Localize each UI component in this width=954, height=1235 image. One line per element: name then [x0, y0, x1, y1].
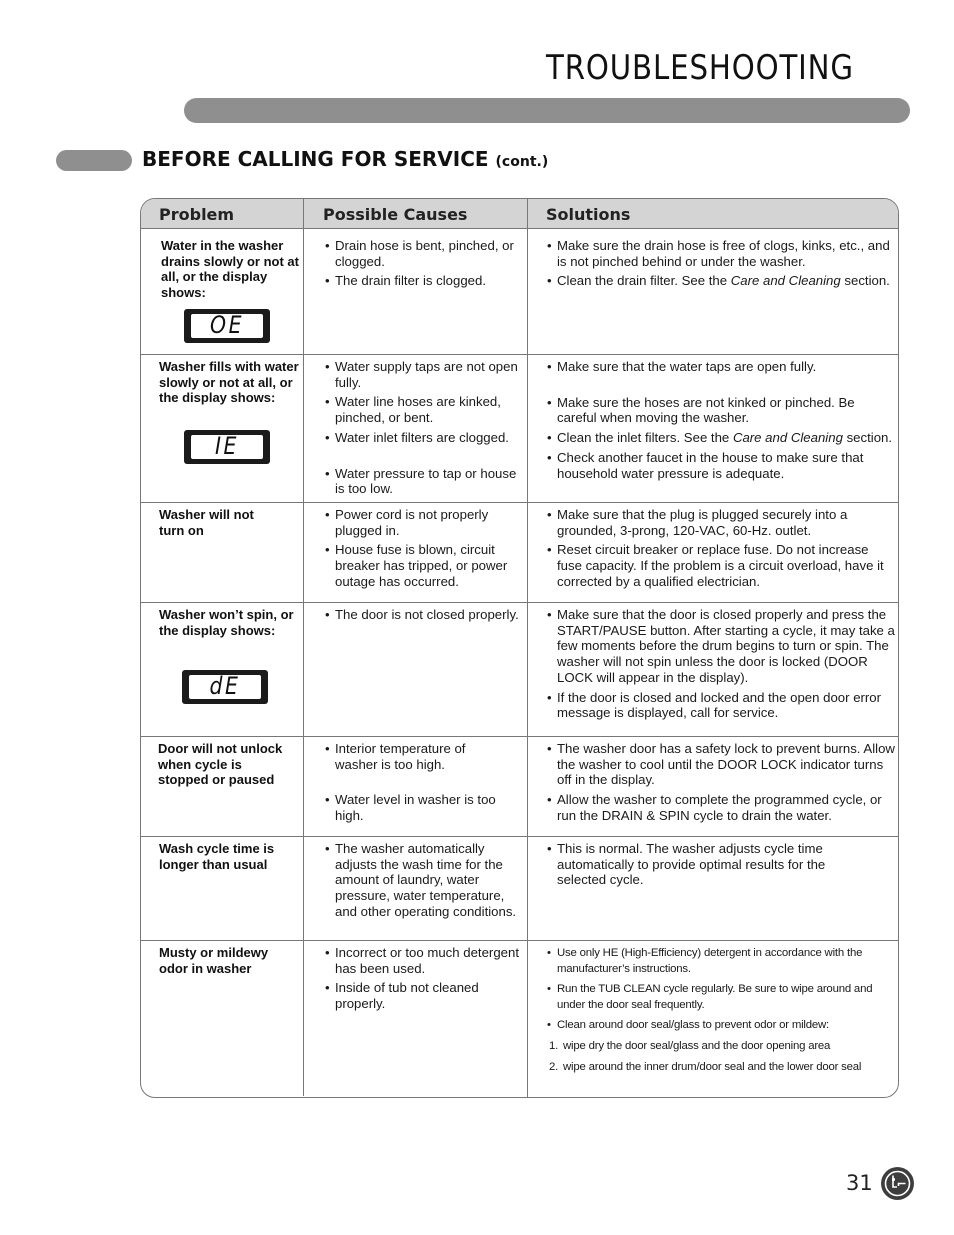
- solutions-list: [547, 841, 867, 888]
- section-heading-cont: (cont.): [495, 154, 549, 170]
- cause-item: • Inside of tub not cleaned properly.: [325, 980, 525, 1011]
- row-problem: Wash cycle time is longer than usual: [159, 841, 275, 872]
- header-solutions: Solutions: [546, 205, 631, 224]
- solution-item: • If the door is closed and locked and the open door error message is displayed, call for service.: [547, 690, 895, 721]
- header-possible-causes: Possible Causes: [323, 205, 468, 224]
- solution-item: • Clean around door seal/glass to prevent odor or mildew:: [547, 1018, 892, 1034]
- column-divider: [303, 199, 304, 1096]
- row-divider: [141, 502, 898, 503]
- causes-list: [325, 238, 525, 289]
- cause-item: • The washer automatically adjusts the wash time for the amount of laundry, water pressure, water temperature, and other operating conditions.: [325, 841, 525, 920]
- solution-item: • Make sure that the door is closed properly and press the START/PAUSE button. After starting a cycle, it may take a few moments before the drum begins to turn or spin. The washer will not spin unless the door is locked (DOOR LOCK will appear in the display).: [547, 607, 895, 686]
- row-problem: Water in the washer drains slowly or not at all, or the display shows:: [161, 238, 299, 300]
- row-problem: Washer fills with water slowly or not at all, or the display shows:: [159, 359, 299, 406]
- title-bar: [184, 98, 910, 123]
- solution-item: • Check another faucet in the house to make sure that household water pressure is adequate.: [547, 450, 895, 481]
- causes-list: [325, 741, 510, 824]
- cause-item: • Water pressure to tap or house is too low.: [325, 466, 525, 497]
- causes-list: [325, 359, 525, 497]
- display-code: dE: [209, 672, 241, 700]
- solution-item: • Clean the drain filter. See the Care and Cleaning section.: [547, 273, 895, 289]
- display-panel: [184, 430, 270, 464]
- row-problem: Door will not unlock when cycle is stopped or paused: [158, 741, 283, 788]
- solution-item: • Clean the inlet filters. See the Care and Cleaning section.: [547, 430, 895, 446]
- row-divider: [141, 354, 898, 355]
- cause-item: • Drain hose is bent, pinched, or clogged.: [325, 238, 525, 269]
- section-heading-text: BEFORE CALLING FOR SERVICE: [142, 147, 489, 171]
- solution-item: • Make sure that the water taps are open fully.: [547, 359, 895, 375]
- solution-item: • Make sure the hoses are not kinked or pinched. Be careful when moving the washer.: [547, 395, 895, 426]
- solution-item: • Use only HE (High-Efficiency) detergent in accordance with the manufacturer’s instructions.: [547, 946, 892, 977]
- solution-substep: 2. wipe around the inner drum/door seal and the lower door seal: [549, 1060, 862, 1073]
- lg-logo-icon: [881, 1167, 914, 1200]
- solution-item: • Make sure that the plug is plugged securely into a grounded, 3-prong, 120-VAC, 60-Hz. outlet.: [547, 507, 895, 538]
- causes-list: [325, 841, 525, 920]
- solution-substep: 1. wipe dry the door seal/glass and the door opening area: [549, 1039, 831, 1052]
- row-problem: Musty or mildewy odor in washer: [159, 945, 269, 976]
- section-pill: [56, 150, 132, 171]
- solutions-list: [547, 946, 892, 1075]
- troubleshooting-table: [140, 198, 899, 1098]
- section-heading: [142, 147, 548, 171]
- page-title: TROUBLESHOOTING: [546, 48, 854, 88]
- solution-item: • This is normal. The washer adjusts cycle time automatically to provide optimal results for the selected cycle.: [547, 841, 867, 888]
- cause-item: • Interior temperature of washer is too high.: [325, 741, 510, 772]
- solutions-list: [547, 238, 895, 289]
- solution-item: • Allow the washer to complete the programmed cycle, or run the DRAIN & SPIN cycle to drain the water.: [547, 792, 895, 823]
- cause-item: • Water line hoses are kinked, pinched, or bent.: [325, 394, 525, 425]
- row-problem: Washer will not turn on: [159, 507, 254, 538]
- row-divider: [141, 602, 898, 603]
- solution-item: • Make sure the drain hose is free of clogs, kinks, etc., and is not pinched behind or under the washer.: [547, 238, 895, 269]
- display-panel: [184, 309, 270, 343]
- solution-item: • Run the TUB CLEAN cycle regularly. Be sure to wipe around and under the door seal frequently.: [547, 982, 892, 1013]
- solution-item: • Reset circuit breaker or replace fuse. Do not increase fuse capacity. If the problem is a circuit overload, have it corrected by a qualified electrician.: [547, 542, 895, 589]
- cause-item: • House fuse is blown, circuit breaker has tripped, or power outage has occurred.: [325, 542, 525, 589]
- column-divider: [527, 199, 528, 1098]
- causes-list: [325, 607, 525, 623]
- cause-item: • Water inlet filters are clogged.: [325, 430, 525, 446]
- causes-list: [325, 945, 525, 1012]
- cause-item: • Water level in washer is too high.: [325, 792, 510, 823]
- solutions-list: [547, 507, 895, 590]
- solutions-list: [547, 741, 895, 824]
- display-panel: [182, 670, 268, 704]
- row-divider: [141, 736, 898, 737]
- cause-item: • Incorrect or too much detergent has been used.: [325, 945, 525, 976]
- cause-item: • The drain filter is clogged.: [325, 273, 525, 289]
- display-code: IE: [214, 432, 240, 460]
- page-number: 31: [846, 1171, 873, 1195]
- header-problem: Problem: [159, 205, 235, 224]
- solutions-list: [547, 359, 895, 481]
- display-code: OE: [209, 311, 245, 339]
- cause-item: • Water supply taps are not open fully.: [325, 359, 525, 390]
- causes-list: [325, 507, 525, 590]
- solution-item: • The washer door has a safety lock to prevent burns. Allow the washer to cool until the DOOR LOCK indicator turns off in the display.: [547, 741, 895, 788]
- solutions-list: [547, 607, 895, 721]
- row-divider: [141, 836, 898, 837]
- cause-item: • Power cord is not properly plugged in.: [325, 507, 525, 538]
- row-problem: Washer won’t spin, or the display shows:: [159, 607, 294, 638]
- table-header: [141, 199, 898, 229]
- row-divider: [141, 940, 898, 941]
- cause-item: • The door is not closed properly.: [325, 607, 525, 623]
